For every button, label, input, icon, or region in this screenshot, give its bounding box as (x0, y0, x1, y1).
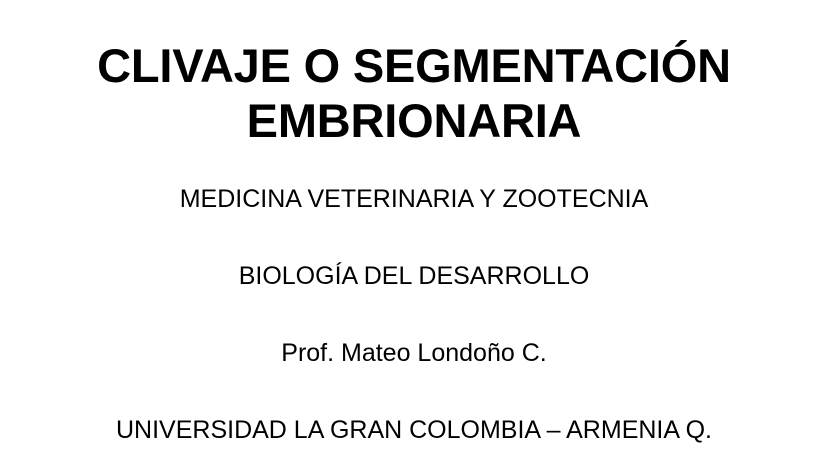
subtitle-line-university: UNIVERSIDAD LA GRAN COLOMBIA – ARMENIA Q. (116, 415, 712, 444)
subtitle-line-program: MEDICINA VETERINARIA Y ZOOTECNIA (179, 184, 649, 213)
subtitle-line-professor: Prof. Mateo Londoño C. (281, 338, 547, 367)
line-spacer-3 (19, 374, 809, 410)
subtitle-line-course: BIOLOGÍA DEL DESARROLLO (238, 261, 590, 290)
page-title: CLIVAJE O SEGMENTACIÓN EMBRIONARIA (97, 39, 731, 148)
subtitle-block (19, 179, 809, 451)
line-spacer-1 (19, 220, 809, 256)
line-spacer-2 (19, 297, 809, 333)
